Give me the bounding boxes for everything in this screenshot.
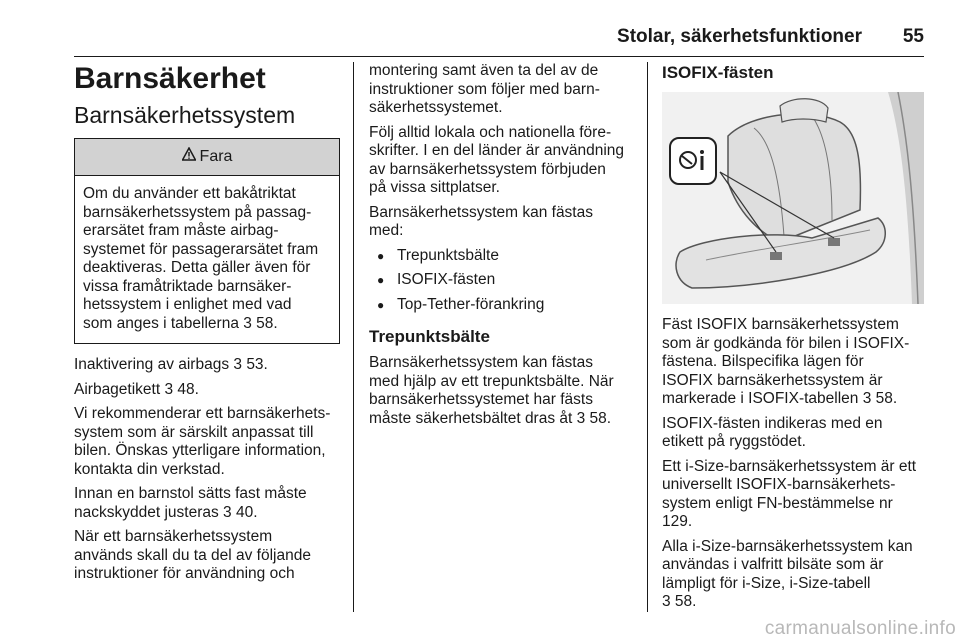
paragraph: Ett i-Size-barnsäkerhetssystem är ett universellt ISOFIX-barnsäkerhets- system enligt FN-bestämmelse nr 129.	[662, 457, 917, 530]
warning-text: Om du använder ett bakåtriktat barnsäkerhetssystem på passag- erarsätet fram måste airbag- systemet för passagerarsätet fram deaktiveras. Detta gäller även för vissa framåtriktade barnsäker- hetssystem i enlighet med vad som anges i tabellerna 3 58.	[83, 185, 319, 332]
section-heading: Trepunktsbälte	[369, 327, 490, 346]
column-2	[369, 62, 637, 434]
paragraph: montering samt även ta del av de instruktioner som följer med barn- säkerhetssystemet.	[369, 62, 600, 116]
warning-triangle-icon	[182, 147, 196, 167]
paragraph: När ett barnsäkerhetssystem används skall du ta del av följande instruktioner för användning och	[74, 528, 311, 582]
section-heading: ISOFIX-fästen	[662, 63, 774, 82]
warning-header	[75, 139, 339, 176]
attachment-list	[369, 247, 637, 315]
warning-label: Fara	[199, 147, 233, 165]
paragraph: Barnsäkerhetssystem kan fästas med hjälp av ett trepunktsbälte. När barnsäkerhetssystemet har fästs måste säkerhetsbältet dras åt 3 58.	[369, 354, 614, 427]
paragraph: Inaktivering av airbags 3 53.	[74, 356, 268, 373]
column-divider	[647, 62, 648, 612]
paragraph: Airbagetikett 3 48.	[74, 380, 199, 398]
column-3	[662, 62, 928, 618]
paragraph: ISOFIX-fästen indikeras med en etikett på ryggstödet.	[662, 414, 883, 450]
list-item: ● Top-Tether-förankring	[369, 296, 637, 315]
danger-warning-box	[74, 138, 340, 344]
paragraph: Vi rekommenderar ett barnsäkerhets- system som är särskilt anpassat till bilen. Önskas ytterligare information, kontakta din verkstad.	[74, 405, 331, 478]
paragraph: Följ alltid lokala och nationella före- skrifter. I en del länder är användning av barnsäkerhetssystem förbjuden på vissa sittplatser.	[369, 123, 625, 196]
paragraph: Barnsäkerhetssystem kan fästas med:	[369, 203, 593, 239]
page-number: 55	[902, 26, 924, 47]
section-subheading: Barnsäkerhetssystem	[74, 102, 296, 128]
paragraph: Alla i-Size-barnsäkerhetssystem kan användas i valfritt bilsäte som är lämpligt för i-Size, i-Size-tabell 3 58.	[662, 537, 913, 610]
column-divider	[353, 62, 354, 612]
watermark: carmanualsonline.info	[764, 618, 956, 639]
column-1	[74, 62, 340, 590]
paragraph: Fäst ISOFIX barnsäkerhetssystem som är godkända för bilen i ISOFIX- fästena. Bilspecifika lägen för ISOFIX barnsäkerhetssystem är markerade i ISOFIX-tabellen 3 58.	[662, 316, 910, 407]
paragraph: Innan en barnstol sätts fast måste nackskyddet justeras 3 40.	[74, 485, 307, 521]
list-item: ● ISOFIX-fästen	[369, 271, 637, 290]
section-heading: Barnsäkerhet	[74, 62, 266, 95]
isofix-seat-illustration	[662, 92, 924, 304]
list-item: ● Trepunktsbälte	[369, 247, 637, 266]
header-title: Stolar, säkerhetsfunktioner	[617, 26, 862, 47]
page-header	[74, 0, 924, 57]
